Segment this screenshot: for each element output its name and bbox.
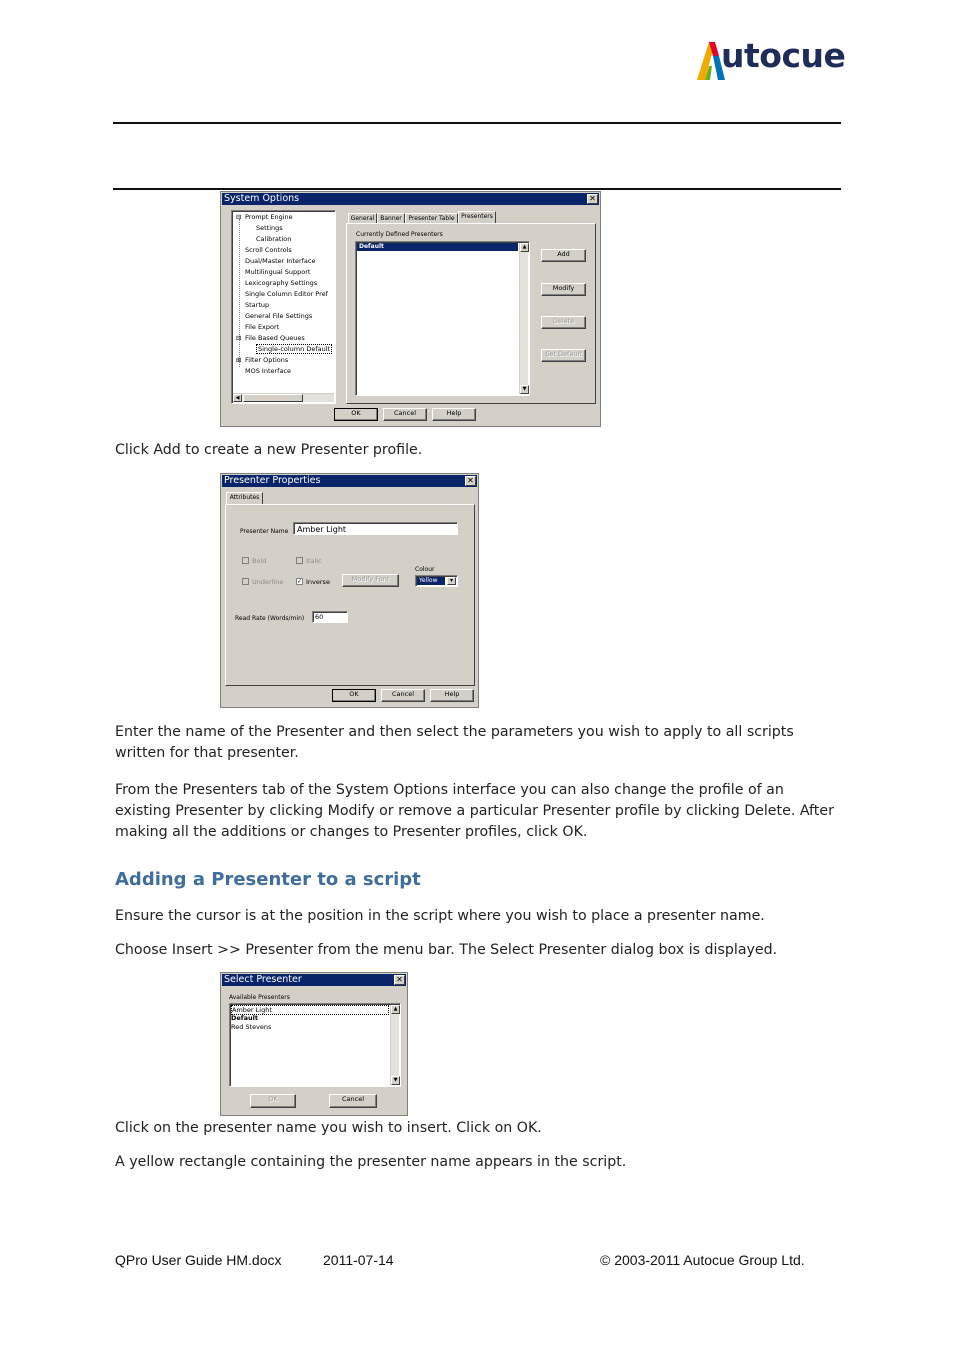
presenter-properties-dialog [220, 473, 479, 708]
set-default-button[interactable]: Set Default [541, 349, 586, 362]
help-button[interactable]: Help [430, 689, 474, 702]
help-button[interactable]: Help [432, 408, 476, 421]
presenter-name-field[interactable] [293, 522, 458, 535]
cancel-button[interactable]: Cancel [329, 1094, 377, 1108]
tree-connector [239, 219, 240, 367]
select-presenter-dialog [220, 972, 408, 1116]
section-heading: Adding a Presenter to a script [115, 869, 421, 890]
dialog-titlebar: Select Presenter [222, 974, 406, 986]
header-rule-bottom [113, 188, 841, 190]
horizontal-scrollbar[interactable] [233, 393, 334, 402]
modify-button[interactable]: Modify [541, 283, 586, 296]
read-rate-label: Read Rate (Words/min) [235, 615, 305, 622]
list-item-selected[interactable]: Default [357, 243, 518, 251]
inverse-label: Inverse [306, 578, 330, 586]
available-presenters-label: Available Presenters [229, 994, 290, 1001]
scroll-thumb[interactable] [243, 394, 303, 402]
colour-label: Colour [415, 566, 435, 573]
para-click-presenter: Click on the presenter name you wish to insert. Click on OK. [115, 1120, 542, 1136]
tree-item[interactable]: Prompt Engine [245, 213, 293, 221]
expand-icon[interactable]: ⊟ [236, 334, 242, 342]
expand-icon[interactable]: ⊞ [236, 356, 242, 364]
header-rule-top [113, 122, 841, 124]
tree-item[interactable]: Scroll Controls [245, 246, 292, 254]
tree-item[interactable]: MOS Interface [245, 367, 292, 375]
ok-button[interactable]: OK [250, 1094, 296, 1108]
add-button[interactable]: Add [541, 249, 586, 262]
list-item[interactable]: Default [231, 1014, 258, 1022]
read-rate-field[interactable] [312, 611, 348, 623]
presenters-list[interactable] [355, 241, 530, 396]
tab-attributes[interactable]: Attributes [226, 492, 263, 505]
close-icon[interactable]: ✕ [465, 476, 476, 486]
read-rate-value: 60 [315, 613, 324, 621]
tree-item[interactable]: Dual/Master Interface [245, 257, 316, 265]
bold-checkbox[interactable] [242, 557, 249, 564]
tab-presenters[interactable]: Presenters [458, 211, 496, 224]
scroll-up-arrow-icon[interactable]: ▲ [391, 1005, 400, 1014]
presenters-list[interactable] [229, 1003, 401, 1087]
autocue-logo [695, 38, 870, 82]
italic-label: Italic [306, 557, 322, 565]
close-icon[interactable]: ✕ [587, 194, 598, 204]
para-enter-name: Enter the name of the Presenter and then select the parameters you wish to apply to all scripts written for that presenter. [115, 724, 794, 761]
tree-item[interactable]: Single Column Editor Pref [245, 290, 328, 298]
scroll-up-arrow-icon[interactable]: ▲ [520, 243, 529, 252]
ok-button[interactable]: OK [332, 689, 376, 702]
underline-checkbox[interactable] [242, 578, 249, 585]
inverse-checkbox[interactable]: ✓ [297, 578, 303, 585]
para-presenters-tab: From the Presenters tab of the System Options interface you can also change the profile of an existing Presenter by clicking Modify or remove a particular Presenter profile by clicking Delete. After making all the additions or changes to Presenter profiles, click OK. [115, 782, 834, 840]
list-item-focused[interactable]: Amber Light [231, 1005, 389, 1015]
tree-item-selected[interactable]: Single-column Default [258, 345, 331, 353]
tab-general[interactable]: General [348, 213, 377, 224]
options-tree[interactable] [231, 210, 336, 404]
para-ensure-cursor: Ensure the cursor is at the position in the script where you wish to place a presenter name. [115, 908, 765, 924]
list-label: Currently Defined Presenters [356, 231, 443, 238]
tree-item[interactable]: Settings [256, 224, 283, 232]
vertical-scrollbar[interactable] [519, 243, 528, 394]
footer-date: 2011-07-14 [323, 1252, 394, 1268]
cancel-button[interactable]: Cancel [381, 689, 425, 702]
italic-checkbox[interactable] [296, 557, 303, 564]
modify-font-button[interactable]: Modify Font [342, 574, 399, 587]
presenter-name-value: Amber Light [297, 525, 347, 534]
dialog-titlebar: System Options [222, 193, 599, 205]
vertical-scrollbar[interactable] [390, 1005, 399, 1085]
bold-label: Bold [252, 557, 267, 565]
tab-presenter-table[interactable]: Presenter Table [405, 213, 458, 224]
ok-button[interactable]: OK [334, 408, 378, 421]
system-options-dialog [220, 191, 601, 427]
expand-icon[interactable]: ⊟ [236, 213, 242, 221]
tree-item[interactable]: Multilingual Support [245, 268, 311, 276]
logo-text: utocue [721, 36, 846, 75]
delete-button[interactable]: Delete [541, 316, 586, 329]
colour-value: Yellow [417, 577, 445, 585]
scroll-down-arrow-icon[interactable]: ▼ [391, 1076, 400, 1085]
list-item[interactable]: Red Stevens [231, 1023, 272, 1031]
presenter-name-label: Presenter Name [240, 528, 289, 535]
para-choose-insert: Choose Insert >> Presenter from the menu bar. The Select Presenter dialog box is displayed. [115, 942, 778, 958]
tree-item[interactable]: Filter Options [245, 356, 289, 364]
footer-filename: QPro User Guide HM.docx [115, 1252, 282, 1268]
underline-label: Underline [252, 578, 284, 586]
chevron-down-icon[interactable]: ▾ [447, 577, 456, 585]
tree-item[interactable]: File Based Queues [245, 334, 305, 342]
close-icon[interactable]: ✕ [394, 975, 405, 985]
footer-copyright: © 2003-2011 Autocue Group Ltd. [600, 1252, 805, 1268]
tree-item[interactable]: General File Settings [245, 312, 313, 320]
tab-banner[interactable]: Banner [377, 213, 405, 224]
colour-select[interactable] [415, 575, 458, 587]
tree-item[interactable]: Calibration [256, 235, 292, 243]
scroll-down-arrow-icon[interactable]: ▼ [520, 385, 529, 394]
tree-item[interactable]: Lexicography Settings [245, 279, 318, 287]
tree-item[interactable]: File Export [245, 323, 280, 331]
tree-item[interactable]: Startup [245, 301, 270, 309]
para-yellow-rectangle: A yellow rectangle containing the presenter name appears in the script. [115, 1154, 627, 1170]
dialog-titlebar: Presenter Properties [222, 475, 477, 487]
para-click-add: Click Add to create a new Presenter profile. [115, 442, 423, 458]
cancel-button[interactable]: Cancel [383, 408, 427, 421]
scroll-left-arrow-icon[interactable]: ◀ [233, 394, 242, 402]
